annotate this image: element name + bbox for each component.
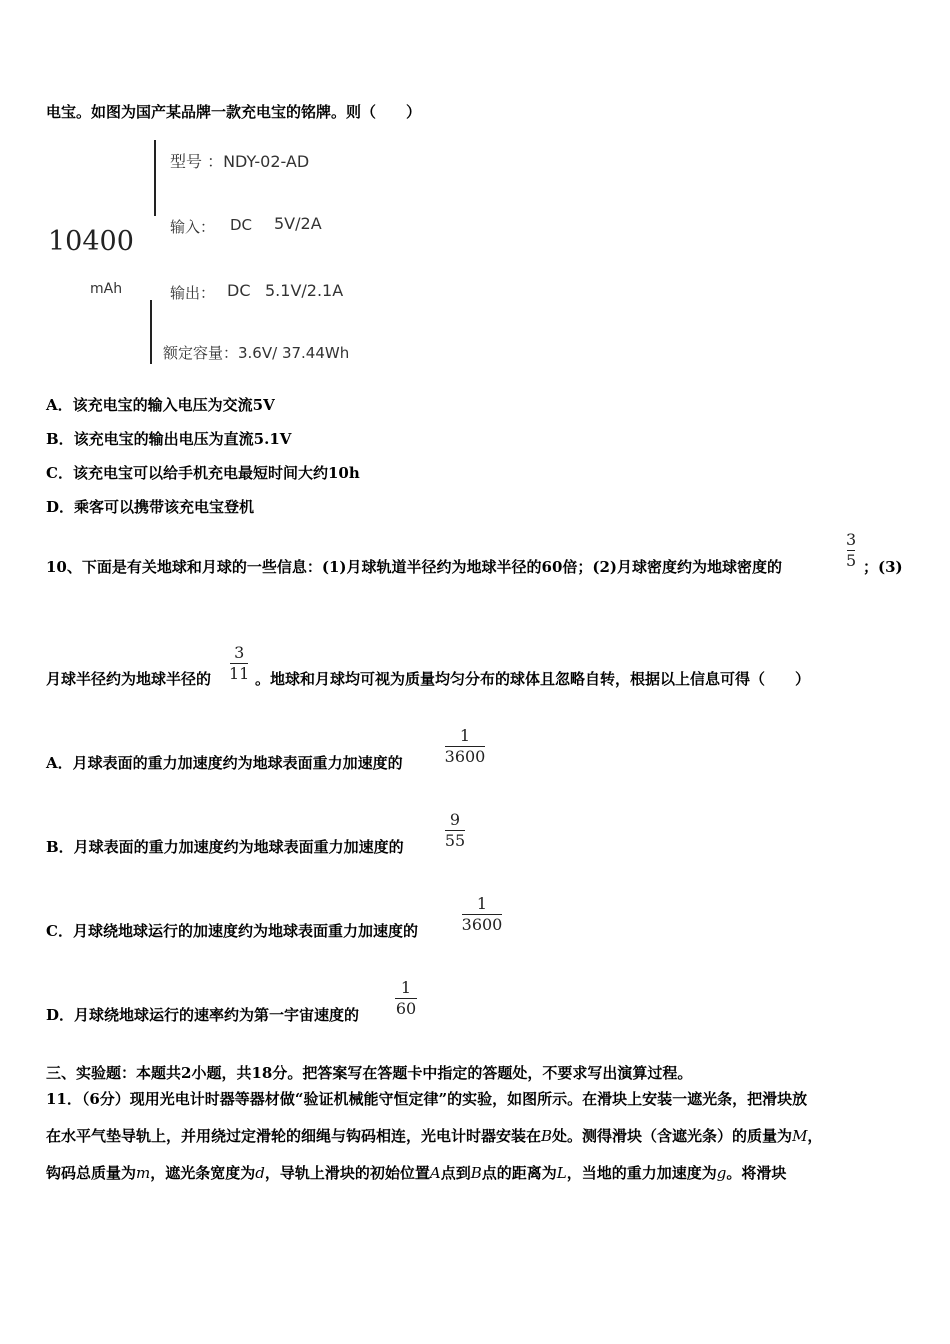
q11-line2-text-a: 在水平气垫导轨上，并用绕过定滑轮的细绳与钩码相连，光电计时器安装在	[46, 1127, 542, 1145]
q10-option-a-fraction	[444, 726, 486, 767]
output-label: 输出：	[170, 284, 216, 302]
q9-option-b: B．该充电宝的输出电压为直流5.1V	[46, 430, 292, 448]
q10-fraction-density	[846, 530, 856, 571]
q11-line2-text-b: 处。测得滑块（含遮光条）的质量为	[552, 1127, 793, 1145]
output-type: DC	[227, 281, 251, 300]
q11-line1: 11．（6分）现用光电计时器等器材做“验证机械能守恒定律”的实验，如图所示。在滑块上安装一遮光条，把滑块放	[46, 1090, 808, 1108]
fraction-numerator: 1	[459, 726, 471, 745]
q10-stem-line1: 10、下面是有关地球和月球的一些信息：(1)月球轨道半径约为地球半径的60倍；(2)月球密度约为地球密度的	[46, 558, 783, 576]
q11-line3-text-g: 。将滑块	[726, 1164, 787, 1182]
q9-option-a: A．该充电宝的输入电压为交流5V	[46, 396, 275, 414]
q11-line3-text-d: 点到	[440, 1164, 471, 1182]
capacity-number: 10400	[48, 226, 134, 257]
fraction-denominator: 55	[444, 831, 466, 850]
var-d: d	[255, 1164, 265, 1182]
rated-capacity: 额定容量：3.6V/ 37.44Wh	[163, 344, 350, 362]
fraction-denominator: 5	[846, 551, 857, 570]
intro-line: 电宝。如图为国产某品牌一款充电宝的铭牌。则（ ）	[46, 103, 422, 121]
var-A: A	[429, 1164, 441, 1182]
q11-line3-text-a: 钩码总质量为	[46, 1164, 137, 1182]
var-M: M	[792, 1127, 808, 1145]
q10-option-b: B．月球表面的重力加速度约为地球表面重力加速度的	[46, 838, 404, 856]
q10-stem-line2-end: 。地球和月球均可视为质量均匀分布的球体且忽略自转，根据以上信息可得（ ）	[255, 670, 811, 688]
fraction-numerator: 9	[449, 810, 461, 829]
var-g: g	[716, 1164, 727, 1182]
q10-stem-line1-end: ；(3)	[863, 558, 903, 576]
q10-option-b-fraction	[444, 810, 466, 851]
input-type: DC	[230, 216, 253, 234]
q9-option-d: D．乘客可以携带该充电宝登机	[46, 498, 255, 516]
q10-stem-line2: 月球半径约为地球半径的	[46, 670, 212, 688]
fraction-denominator: 11	[229, 664, 250, 683]
q10-option-d: D．月球绕地球运行的速率约为第一宇宙速度的	[46, 1006, 360, 1024]
q10-option-c-fraction	[461, 894, 503, 935]
q11-line2-text-c: ，	[807, 1127, 823, 1145]
q11-line3-text-b: ，遮光条宽度为	[150, 1164, 256, 1182]
section-three-heading: 三、实验题：本题共2小题，共18分。把答案写在答题卡中指定的答题处，不要求写出演算过程。	[46, 1064, 693, 1082]
q10-option-d-fraction	[394, 978, 418, 1019]
fraction-denominator: 3600	[444, 747, 486, 766]
fraction-numerator: 3	[234, 643, 245, 662]
q11-line3-text-f: ，当地的重力加速度为	[566, 1164, 717, 1182]
nameplate-divider-bottom	[150, 300, 152, 364]
q11-line3-text-e: 点的距离为	[481, 1164, 557, 1182]
q11-line2	[46, 1125, 822, 1146]
var-L: L	[556, 1164, 567, 1182]
nameplate-divider-top	[154, 140, 156, 216]
fraction-numerator: 3	[846, 530, 857, 549]
var-m: m	[136, 1164, 151, 1182]
var-B: B	[470, 1164, 482, 1182]
input-value: 5V/2A	[274, 214, 322, 233]
fraction-denominator: 60	[395, 999, 417, 1018]
model-label: 型号 ：NDY-02-AD	[170, 152, 310, 171]
q11-line3-text-c: ，导轨上滑块的初始位置	[264, 1164, 430, 1182]
q11-line3	[46, 1162, 786, 1183]
fraction-numerator: 1	[400, 978, 412, 997]
q10-option-a: A．月球表面的重力加速度约为地球表面重力加速度的	[46, 754, 403, 772]
q10-fraction-radius	[229, 643, 249, 684]
capacity-unit: mAh	[90, 281, 123, 297]
var-B: B	[541, 1127, 553, 1145]
input-label: 输入：	[170, 218, 216, 236]
q10-option-c: C．月球绕地球运行的加速度约为地球表面重力加速度的	[46, 922, 418, 940]
fraction-denominator: 3600	[461, 915, 503, 934]
output-value: 5.1V/2.1A	[265, 281, 344, 300]
fraction-numerator: 1	[476, 894, 488, 913]
q9-option-c: C．该充电宝可以给手机充电最短时间大约10h	[46, 464, 360, 482]
